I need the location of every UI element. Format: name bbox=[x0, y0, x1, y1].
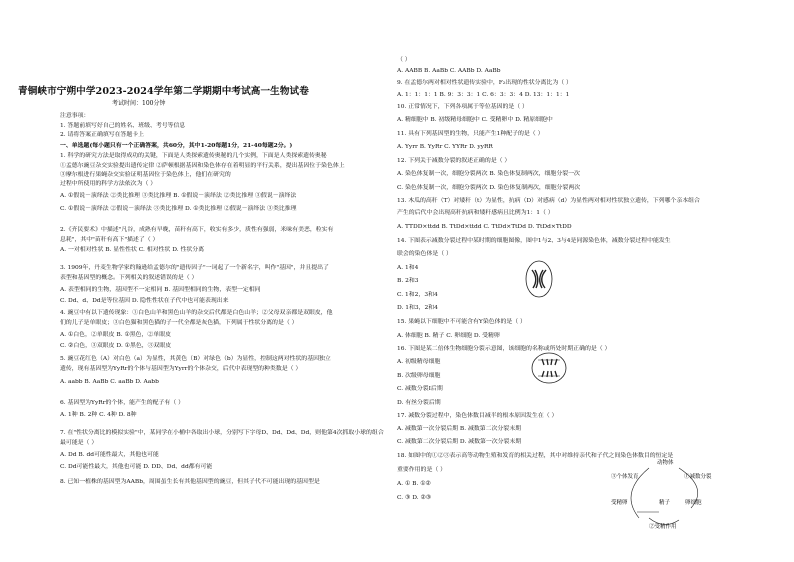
text-line: A. 1种 B. 2种 C. 4种 D. 8种 bbox=[60, 412, 137, 418]
option: B. 次级卵母细胞 bbox=[397, 373, 441, 379]
text-line: 6. 基因型为YyRr的个体，能产生的配子有（ ） bbox=[60, 400, 184, 406]
text-line: 10. 正常情况下，下列各项属于等位基因的是（ ） bbox=[397, 104, 528, 110]
cell-division-figure bbox=[530, 351, 568, 385]
label-zygote: 受精卵 bbox=[611, 500, 628, 506]
notes-heading: 注意事项： bbox=[60, 113, 90, 119]
text-line: 2.《齐民要术》中描述"凡谷，成熟有早晚，苗秆有高下，收实有多少，质性有强弱，米味有美恶，粒实有 bbox=[60, 227, 334, 233]
text-line: 遗传，现有基因型为YyRr的个体与基因型为Yyrr的个体杂交，后代中表现型的种类数是（ ） bbox=[60, 366, 302, 372]
text-line: 11. 具有下列基因型的生物，只能产生1种配子的是（ ） bbox=[397, 131, 544, 137]
text-line: A. 精细胞中 B. 初级精母细胞中 C. 受精卵中 D. 精原细胞中 bbox=[397, 117, 553, 123]
text-line: A. TTDD×ttdd B. TtDd×ttdd C. TtDd×TtDd D. TtDd×TtDD bbox=[397, 224, 572, 230]
text-line: 联会的染色体是（ ） bbox=[397, 251, 452, 257]
text-line: 最可能是（ ） bbox=[60, 440, 98, 446]
text-line: 表型和基因型的概念。下列相关的叙述错误的是（ ） bbox=[60, 275, 198, 281]
text-line: A. 减数第一次分裂后期 B. 减数第二次分裂末期 bbox=[397, 426, 521, 432]
text-line: A. 表型相同的生物，基因型不一定相同 B. 基因型相同的生物，表型一定相同 bbox=[60, 287, 261, 293]
note-2: 2. 请将答案正确填写在答题卡上 bbox=[60, 132, 145, 138]
exam-title: 青铜峡市宁朔中学2023-2024学年第二学期期中考试高一生物试卷 bbox=[18, 86, 309, 97]
text-line: A. ①白色，②单眼皮 B. ①黑色，②单眼皮 bbox=[60, 332, 171, 338]
text-line: 产生的后代中会出现高秆抗病和矮秆感病且比例为1：1（ ） bbox=[397, 210, 554, 216]
text-line: A. 体细胞 B. 精子 C. 卵细胞 D. 受精卵 bbox=[397, 333, 500, 339]
text-line: 息耗"，其中"苗秆有高下"描述了（ ） bbox=[60, 237, 159, 243]
text-line: 13. 木瓜的高秆（T）对矮秆（t）为显性，抗病（D）对感病（d）为显性两对相对性状独立遗传，下列哪个亲本组合 bbox=[397, 198, 700, 204]
section-heading: 一、单选题(每小题只有一个正确答案，共60分，其中1-20每题1分，21-40每题2分。) bbox=[60, 142, 293, 149]
text-line: C. 减数第二次分裂后期 D. 减数第一次分裂末期 bbox=[397, 439, 522, 445]
text-line: ①孟德尔豌豆杂交实验提出遗传定律 ②萨顿根据基因和染色体存在着明显的平行关系，提出基因位于染色体上 bbox=[60, 163, 345, 169]
label-adult: ③个体发育 bbox=[611, 474, 639, 480]
label-meiosis: ①减数分裂 bbox=[684, 474, 712, 480]
option: C. ③ D. ②③ bbox=[397, 495, 432, 501]
text-line: 7. 在"性状分离比的模拟实验"中，某同学在小桶中各取出小球，分别写下字母D、Dd、Dd、Dd，则他第4次抓取小球的组合 bbox=[60, 430, 384, 436]
text-line: C. ②白色，③双眼皮 D. ①黑色，③双眼皮 bbox=[60, 343, 172, 349]
text-line: 4. 豌豆中有以下遗传现象：①白色山羊和黑色山羊的杂交后代都是白色山羊；②父母双亲都是双眼皮，他 bbox=[60, 310, 333, 316]
text-line: A. aabb B. AaBb C. aaBb D. Aabb bbox=[60, 379, 159, 385]
text-line: 过程中所使用的科学方法依次为（ ） bbox=[60, 181, 157, 187]
right-page bbox=[397, 0, 794, 562]
option: B. 2和3 bbox=[397, 278, 419, 284]
option: A. ① B. ①② bbox=[397, 481, 431, 487]
exam-time: 考试时间：100分钟 bbox=[112, 100, 166, 107]
label-sperm: 精子 bbox=[659, 500, 671, 506]
text-line: 8. 已知一植株的基因型为AABb，周围虽生长有其他基因型的豌豆，但其子代不可能出现的基因型是 bbox=[60, 479, 320, 485]
text-line: 16. 下图是某二倍体生物细胞分裂示意图，该细胞的名称或所处时期正确的是（ ） bbox=[397, 346, 611, 352]
option: D. 有丝分裂后期 bbox=[397, 400, 441, 406]
text-line: 们的儿子是单眼皮；③白色猫和黑色猫的子一代全都是灰色猫，下列属于性状分离的是（ ） bbox=[60, 320, 298, 326]
text-line: A. Dd B. dd可能性最大，其他也可能 bbox=[60, 452, 159, 458]
option: A. 初级精母细胞 bbox=[397, 359, 441, 365]
text-line: （ ） bbox=[397, 57, 411, 63]
label-egg: 卵细胞 bbox=[685, 500, 702, 506]
option: C. 减数分裂Ⅰ后期 bbox=[397, 386, 443, 392]
label-fert: ②受精作用 bbox=[649, 524, 677, 530]
text-line: A. ①假说－演绎法 ②类比推理 ③类比推理 B. ①假说－演绎法 ②类比推理 ③假说－演绎法 bbox=[60, 193, 297, 199]
text-line: 18. 如图中的①②③表示高等动物生殖和发育的相关过程，其中对维持亲代和子代之间染色体数目的恒定是 bbox=[397, 453, 674, 459]
text-line: 5. 豌豆花红色（A）对白色（a）为显性，其黄色（B）对绿色（b）为显性，控制这两对性状的基因独立 bbox=[60, 356, 331, 362]
life-cycle-figure bbox=[609, 458, 719, 530]
option: A. 1和4 bbox=[397, 265, 419, 271]
text-line: A. Yyrr B. YyRr C. YYRr D. yyRR bbox=[397, 144, 493, 150]
text-line: C. ①假说－演绎法 ②假说－演绎法 ③类比推理 D. ①类比推理 ②假说－演绎法 ③类比推理 bbox=[60, 206, 297, 212]
text-line: 3. 1909年，丹麦生物学家约翰逊给孟德尔的"遗传因子"一词起了一个新名字，叫作"基因"，并且提出了 bbox=[60, 265, 329, 271]
label-animal: 动物体 bbox=[657, 460, 674, 466]
text-line: A. AABB B. AaBb C. AABb D. AaBb bbox=[397, 68, 501, 74]
option: D. 1和3，2和4 bbox=[397, 305, 438, 311]
text-line: A. 1：1：1：1 B. 9：3：3：1 C. 6：3：3：4 D. 13：1：1：1 bbox=[397, 92, 570, 98]
text-line: 重要作用的是（ ） bbox=[397, 467, 446, 473]
text-line: 1. 科学的研究方法是取得成功的关键，下面是人类探索遗传奥秘的几个实例，下面是人类探索遗传奥秘 bbox=[60, 153, 327, 159]
text-line: C. 染色体复制一次，细胞分裂两次 D. 染色体复制两次，细胞分裂两次 bbox=[397, 185, 581, 191]
option: C. 1和2，3和4 bbox=[397, 292, 438, 298]
text-line: A. 一对相对性状 B. 显性性状 C. 相对性状 D. 性状分离 bbox=[60, 247, 205, 253]
note-1: 1. 答题前填写好自己的姓名、班级、考号等信息 bbox=[60, 123, 186, 129]
text-line: 15. 果蝇以下细胞中不可能含有Y染色体的是（ ） bbox=[397, 319, 526, 325]
text-line: 9. 在孟德尔两对相对性状遗传实验中，F₂出现的性状分离比为（ ） bbox=[397, 80, 572, 86]
text-line: 14. 下图表示减数分裂过程中某时期的细胞图像，图中1与2、3与4是同源染色体，减数分裂过程中能发生 bbox=[397, 238, 671, 244]
text-line: 12. 下列关于减数分裂的叙述正确的是（ ） bbox=[397, 158, 511, 164]
text-line: C. Dd、d、Dd是等位基因 D. 隐性性状在子代中也可能表现出来 bbox=[60, 298, 229, 304]
meiosis-cell-figure bbox=[525, 260, 553, 298]
text-line: A. 染色体复制一次，细胞分裂两次 B. 染色体复制两次，细胞分裂一次 bbox=[397, 171, 580, 177]
text-line: C. Dd可能性最大，其他也可能 D. DD、Dd、dd都有可能 bbox=[60, 464, 213, 470]
text-line: ③摩尔根进行果蝇杂交实验证明基因位于染色体上，他们在研究的 bbox=[60, 172, 231, 178]
text-line: 17. 减数分裂过程中，染色体数目减半的根本原因发生在（ ） bbox=[397, 413, 558, 419]
